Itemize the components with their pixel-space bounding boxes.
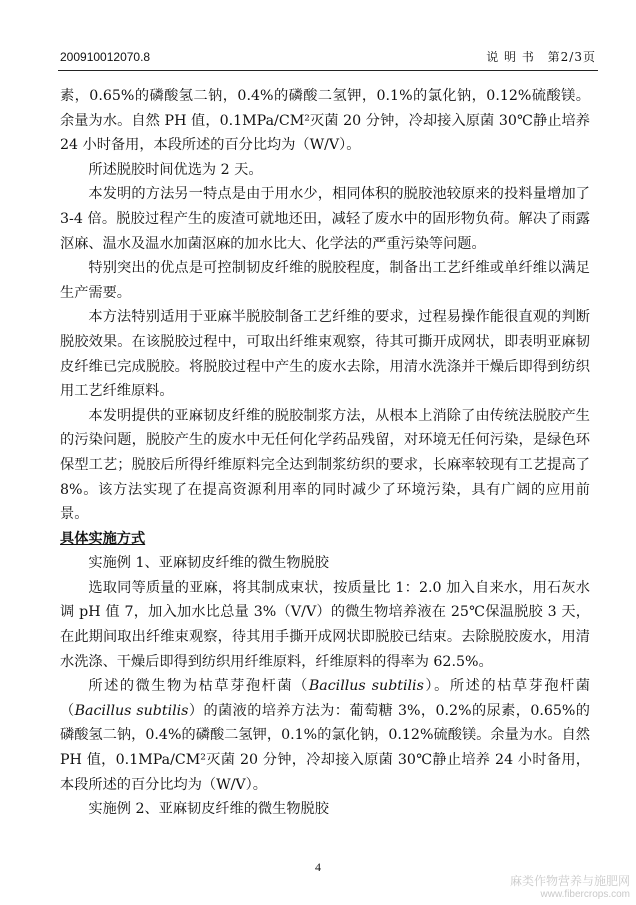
page-number: 4 — [315, 860, 321, 874]
paragraph-benefits: 本发明提供的亚麻韧皮纤维的脱胶制浆方法，从根本上消除了由传统法脱胶产生的污染问题，脱胶产生的废水中无任何化学药品残留，对环境无任何污染，是绿色环保型工艺；脱胶后所得纤维原料完全达到制浆纺织的要求，长麻率较现有工艺提高了 8%。该方法实现了在提高资源利用率的同时减少了环境污染，具有广阔的应用前景。 — [60, 407, 590, 523]
watermark-name: 麻类作物营养与施肥网 — [509, 874, 630, 888]
paragraph-advantage: 特别突出的优点是可控制韧皮纤维的脱胶程度，制备出工艺纤维或单纤维以满足生产需要。 — [60, 260, 590, 301]
species-name: Bacillus subtilis — [308, 678, 424, 695]
watermark — [510, 875, 630, 901]
example-2-title: 实施例 2、亚麻韧皮纤维的微生物脱胶 — [88, 801, 329, 818]
patent-number: 200910012070.8 — [60, 50, 151, 64]
watermark-url: www.fibercrops.com — [540, 889, 630, 900]
example-1-procedure: 选取同等质量的亚麻，将其制成束状，按质量比 1：2.0 加入自来水，用石灰水调 pH 值 7，加入加水比总量 3%（V/V）的微生物培养液在 25℃保温脱胶 3 天，在此期间取出纤维束观察，待其用手撕开成网状即脱胶已结束。去除脱胶废水，用清水洗涤、干燥后即得到纺织用纤维原料，纤维原料的得率为 62.5%。 — [60, 579, 590, 670]
page-info: 第2/3页 — [547, 50, 596, 64]
header-divider — [58, 70, 598, 71]
section-heading: 具体实施方式 — [60, 530, 146, 547]
example-1-microbe: 所述的微生物为枯草芽孢杆菌（Bacillus subtilis）。所述的枯草芽孢杆菌（Bacillus subtilis）的菌液的培养方法为：葡萄糖 3%，0.2%的尿素，0.65%的磷酸氢二钠，0.4%的磷酸二氢钾，0.1%的氯化钠，0.12%硫酸镁。余量为水。自然 PH 值，0.1MPa/CM²灭菌 20 分钟，冷却接入原菌 30℃静止培养 24 小时备用，本段所述的百分比均为（W/V）。 — [60, 678, 590, 793]
species-name: Bacillus subtilis — [74, 702, 189, 719]
page-header — [60, 46, 596, 68]
paragraph-degumming-time: 所述脱胶时间优选为 2 天。 — [88, 161, 263, 178]
paragraph-applicability: 本方法特别适用于亚麻半脱胶制备工艺纤维的要求，过程易操作能很直观的判断脱胶效果。在该脱胶过程中，可取出纤维束观察，待其可撕开成网状，即表明亚麻韧皮纤维已完成脱胶。将脱胶过程中产生的废水去除，用清水洗涤并干燥后即得到纺织用工艺纤维原料。 — [60, 309, 590, 400]
example-1-title: 实施例 1、亚麻韧皮纤维的微生物脱胶 — [88, 555, 329, 572]
document-title: 说 明 书 — [486, 50, 535, 64]
paragraph-feature: 本发明的方法另一特点是由于用水少，相同体积的脱胶池较原来的投料量增加了 3-4 倍。脱胶过程产生的废渣可就地还田，减轻了废水中的固形物负荷。解决了雨露沤麻、温水及温水加菌沤麻的加水比大、化学法的严重污染等问题。 — [60, 186, 590, 252]
header-right — [478, 48, 596, 65]
document-body — [60, 84, 590, 822]
paragraph-continuation: 素，0.65%的磷酸氢二钠，0.4%的磷酸二氢钾，0.1%的氯化钠，0.12%硫酸镁。余量为水。自然 PH 值，0.1MPa/CM²灭菌 20 分钟，冷却接入原菌 30℃静止培养 24 小时备用，本段所述的百分比均为（W/V）。 — [60, 88, 590, 154]
